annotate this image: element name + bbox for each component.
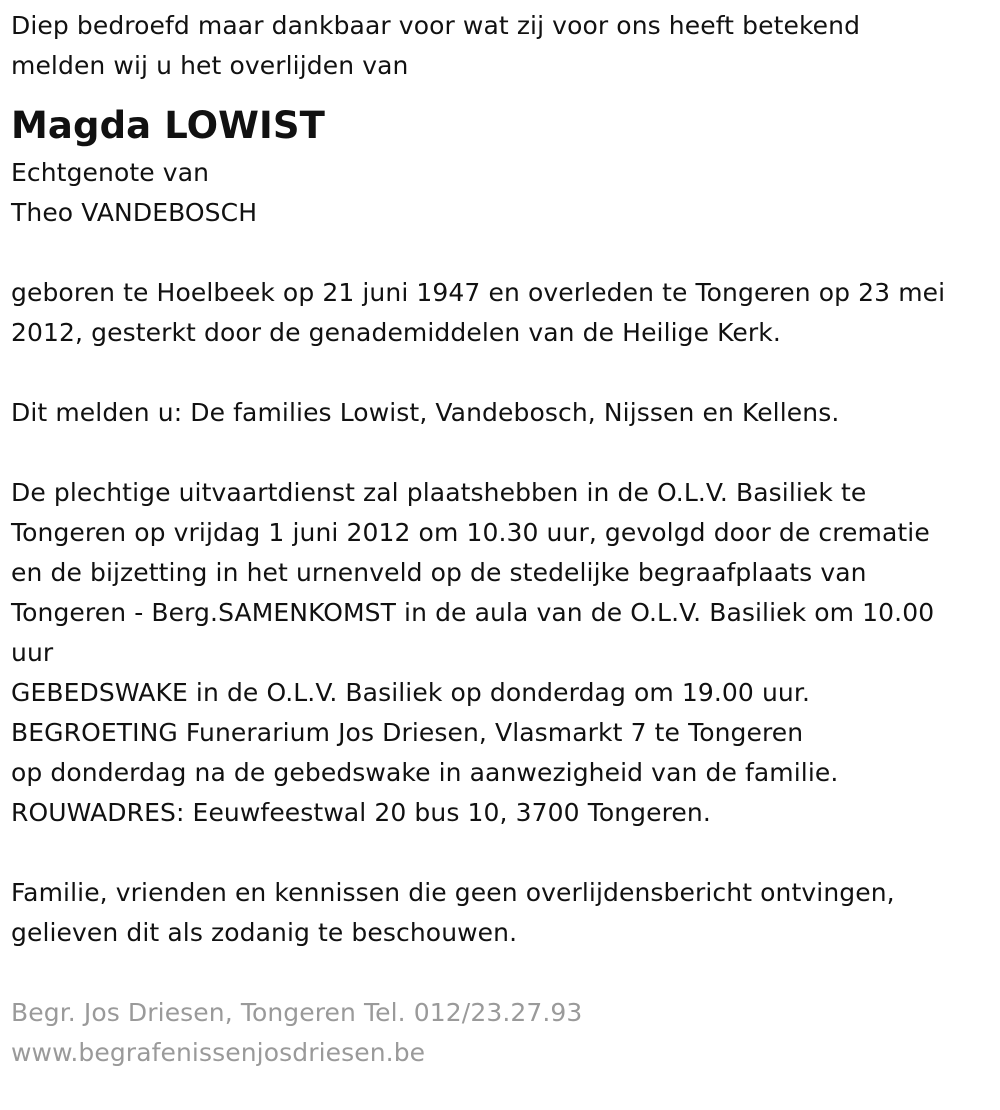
families-line: Dit melden u: De families Lowist, Vandebosch, Nijssen en Kellens. (11, 398, 840, 427)
death-notice (11, 6, 996, 1073)
website-link[interactable]: www.begrafenissenjosdriesen.be (11, 1038, 426, 1067)
ceremony-line: De plechtige uitvaartdienst zal plaatshebben in de O.L.V. Basiliek te (11, 478, 867, 507)
ceremony-line: Tongeren - Berg.SAMENKOMST in de aula van de O.L.V. Basiliek om 10.00 (11, 598, 935, 627)
ceremony-line: en de bijzetting in het urnenveld op de stedelijke begraafplaats van (11, 558, 867, 587)
condolence-address: ROUWADRES: Eeuwfeestwal 20 bus 10, 3700 Tongeren. (11, 798, 711, 827)
notice-paragraph (11, 873, 996, 953)
footer (11, 993, 996, 1073)
spacer (11, 433, 996, 473)
relation-label: Echtgenote van (11, 158, 210, 187)
intro-paragraph (11, 6, 996, 86)
birth-death-line: 2012, gesterkt door de genademiddelen van de Heilige Kerk. (11, 318, 781, 347)
greeting-line: op donderdag na de gebedswake in aanwezigheid van de familie. (11, 758, 839, 787)
ceremony-line: uur (11, 638, 54, 667)
deceased-name: Magda LOWIST (11, 104, 325, 147)
ceremony-paragraph (11, 473, 996, 833)
wake-line: GEBEDSWAKE in de O.L.V. Basiliek op donderdag om 19.00 uur. (11, 678, 811, 707)
spouse-name: Theo VANDEBOSCH (11, 198, 258, 227)
notice-line: Familie, vrienden en kennissen die geen overlijdensbericht ontvingen, (11, 878, 895, 907)
birth-death-paragraph (11, 273, 996, 353)
undertaker-contact: Begr. Jos Driesen, Tongeren Tel. 012/23.27.93 (11, 998, 583, 1027)
greeting-line: BEGROETING Funerarium Jos Driesen, Vlasmarkt 7 te Tongeren (11, 718, 804, 747)
spacer (11, 953, 996, 993)
spacer (11, 353, 996, 393)
notice-line: gelieven dit als zodanig te beschouwen. (11, 918, 518, 947)
intro-line: melden wij u het overlijden van (11, 51, 409, 80)
intro-line: Diep bedroefd maar dankbaar voor wat zij voor ons heeft betekend (11, 11, 861, 40)
spacer (11, 233, 996, 273)
birth-death-line: geboren te Hoelbeek op 21 juni 1947 en overleden te Tongeren op 23 mei (11, 278, 946, 307)
spacer (11, 833, 996, 873)
ceremony-line: Tongeren op vrijdag 1 juni 2012 om 10.30 uur, gevolgd door de crematie (11, 518, 930, 547)
